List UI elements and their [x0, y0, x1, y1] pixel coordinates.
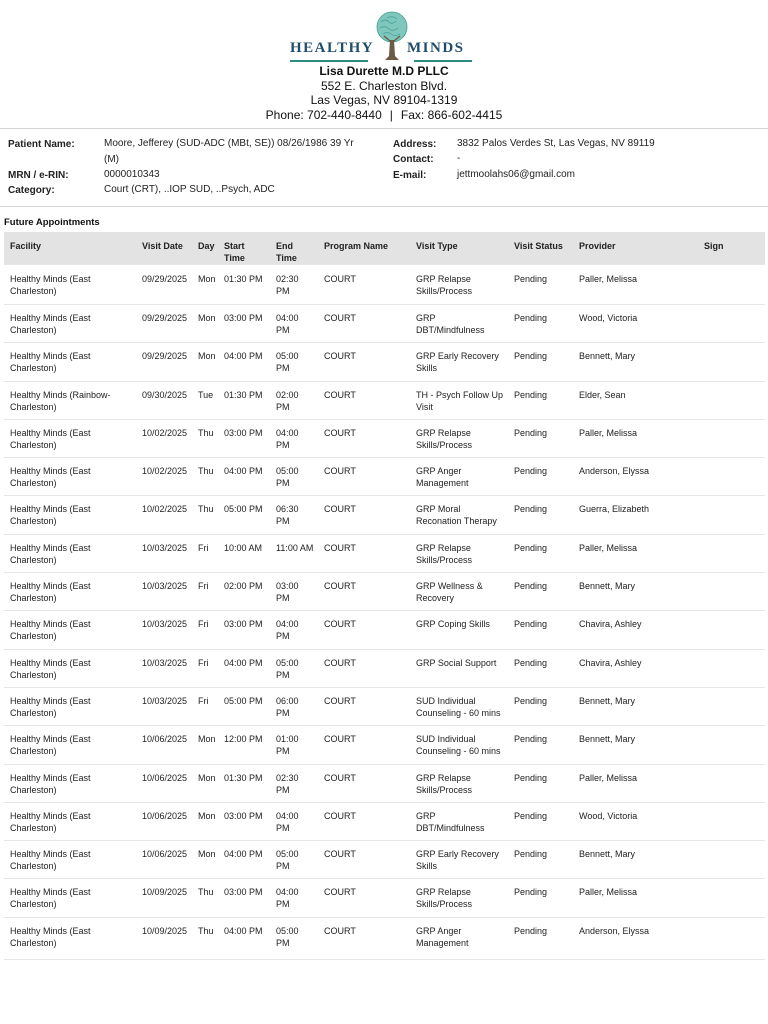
- cell-provider: Bennett, Mary: [573, 573, 698, 611]
- cell-sign: [698, 611, 765, 649]
- cell-program-name: COURT: [318, 573, 410, 611]
- address-label: Address:: [393, 139, 437, 150]
- cell-program-name: COURT: [318, 764, 410, 802]
- cell-start-time: 01:30 PM: [218, 265, 270, 305]
- cell-sign: [698, 841, 765, 879]
- cell-visit-type: SUD Individual Counseling - 60 mins: [410, 687, 508, 725]
- cell-program-name: COURT: [318, 496, 410, 534]
- cell-visit-status: Pending: [508, 534, 573, 572]
- cell-facility: Healthy Minds (East Charleston): [4, 305, 136, 343]
- cell-day: Fri: [192, 611, 218, 649]
- table-row: [4, 802, 765, 840]
- cell-provider: Elder, Sean: [573, 381, 698, 419]
- table-row: [4, 343, 765, 381]
- cell-visit-date: 10/03/2025: [136, 573, 192, 611]
- cell-day: Fri: [192, 534, 218, 572]
- table-row: [4, 496, 765, 534]
- cell-provider: Guerra, Elizabeth: [573, 496, 698, 534]
- patient-divider: [0, 206, 768, 207]
- cell-visit-type: GRP Relapse Skills/Process: [410, 764, 508, 802]
- cell-program-name: COURT: [318, 687, 410, 725]
- cell-visit-status: Pending: [508, 726, 573, 764]
- mrn-value: 0000010343: [104, 169, 160, 180]
- cell-sign: [698, 534, 765, 572]
- cell-end-time: 05:00 PM: [270, 649, 318, 687]
- cell-visit-type: SUD Individual Counseling - 60 mins: [410, 726, 508, 764]
- cell-visit-date: 09/29/2025: [136, 343, 192, 381]
- cell-visit-type: GRP Relapse Skills/Process: [410, 879, 508, 917]
- cell-day: Thu: [192, 458, 218, 496]
- cell-start-time: 04:00 PM: [218, 917, 270, 955]
- cell-sign: [698, 305, 765, 343]
- col-visit-type: Visit Type: [410, 232, 508, 265]
- cell-start-time: 04:00 PM: [218, 649, 270, 687]
- table-row: [4, 917, 765, 955]
- col-day: Day: [192, 232, 218, 265]
- cell-program-name: COURT: [318, 649, 410, 687]
- table-row: [4, 381, 765, 419]
- clinic-name: Lisa Durette M.D PLLC: [319, 64, 449, 78]
- cell-start-time: 01:30 PM: [218, 381, 270, 419]
- cell-program-name: COURT: [318, 343, 410, 381]
- contact-value: -: [457, 153, 461, 164]
- cell-visit-status: Pending: [508, 917, 573, 955]
- cell-facility: Healthy Minds (East Charleston): [4, 419, 136, 457]
- cell-visit-date: 10/03/2025: [136, 534, 192, 572]
- cell-program-name: COURT: [318, 802, 410, 840]
- cell-visit-date: 09/29/2025: [136, 265, 192, 305]
- cell-end-time: 05:00 PM: [270, 458, 318, 496]
- cell-start-time: 03:00 PM: [218, 879, 270, 917]
- clinic-fax: Fax: 866-602-4415: [400, 107, 503, 122]
- cell-visit-date: 10/06/2025: [136, 726, 192, 764]
- cell-facility: Healthy Minds (East Charleston): [4, 917, 136, 955]
- cell-end-time: 05:00 PM: [270, 841, 318, 879]
- cell-facility: Healthy Minds (East Charleston): [4, 879, 136, 917]
- table-row: [4, 764, 765, 802]
- table-row: [4, 265, 765, 305]
- logo-text-left: HEALTHY: [290, 40, 375, 56]
- logo-divider-right: [414, 60, 472, 62]
- email-value: jettmoolahs06@gmail.com: [457, 169, 575, 180]
- address-value: 3832 Palos Verdes St, Las Vegas, NV 89119: [457, 138, 655, 149]
- cell-facility: Healthy Minds (East Charleston): [4, 764, 136, 802]
- cell-start-time: 02:00 PM: [218, 573, 270, 611]
- cell-start-time: 04:00 PM: [218, 841, 270, 879]
- cell-facility: Healthy Minds (East Charleston): [4, 265, 136, 305]
- cell-provider: Paller, Melissa: [573, 534, 698, 572]
- cell-visit-date: 10/06/2025: [136, 764, 192, 802]
- cell-facility: Healthy Minds (East Charleston): [4, 726, 136, 764]
- cell-facility: Healthy Minds (East Charleston): [4, 611, 136, 649]
- cell-sign: [698, 687, 765, 725]
- cell-day: Mon: [192, 802, 218, 840]
- cell-end-time: 06:00 PM: [270, 687, 318, 725]
- table-row: [4, 841, 765, 879]
- contact-separator: |: [389, 107, 393, 122]
- category-value: Court (CRT), ..IOP SUD, ..Psych, ADC: [104, 184, 275, 195]
- cell-provider: Bennett, Mary: [573, 841, 698, 879]
- cell-provider: Chavira, Ashley: [573, 649, 698, 687]
- patient-name-sex: (M): [104, 154, 119, 165]
- cell-sign: [698, 458, 765, 496]
- cell-visit-type: GRP Early Recovery Skills: [410, 343, 508, 381]
- cell-program-name: COURT: [318, 458, 410, 496]
- col-program-name: Program Name: [318, 232, 410, 265]
- cell-provider: Bennett, Mary: [573, 726, 698, 764]
- col-sign: Sign: [698, 232, 765, 265]
- cell-facility: Healthy Minds (East Charleston): [4, 687, 136, 725]
- table-row: [4, 649, 765, 687]
- table-row: [4, 305, 765, 343]
- cell-visit-status: Pending: [508, 764, 573, 802]
- cell-visit-status: Pending: [508, 265, 573, 305]
- cell-start-time: 12:00 PM: [218, 726, 270, 764]
- cell-provider: Wood, Victoria: [573, 305, 698, 343]
- cell-program-name: COURT: [318, 726, 410, 764]
- cell-provider: Bennett, Mary: [573, 343, 698, 381]
- cell-visit-type: GRP Moral Reconation Therapy: [410, 496, 508, 534]
- cell-visit-type: GRP Relapse Skills/Process: [410, 419, 508, 457]
- cell-day: Thu: [192, 917, 218, 955]
- cell-program-name: COURT: [318, 305, 410, 343]
- cell-visit-status: Pending: [508, 573, 573, 611]
- cell-day: Mon: [192, 764, 218, 802]
- cell-visit-date: 10/03/2025: [136, 611, 192, 649]
- logo-text-right: MINDS: [407, 40, 465, 56]
- header-divider: [0, 128, 768, 129]
- table-row: [4, 458, 765, 496]
- cell-visit-status: Pending: [508, 802, 573, 840]
- cell-end-time: 03:00 PM: [270, 573, 318, 611]
- cell-start-time: 01:30 PM: [218, 764, 270, 802]
- appointments-table: [4, 232, 765, 956]
- cell-visit-date: 10/06/2025: [136, 802, 192, 840]
- cell-visit-date: 10/06/2025: [136, 841, 192, 879]
- cell-sign: [698, 917, 765, 955]
- cell-visit-status: Pending: [508, 879, 573, 917]
- cell-facility: Healthy Minds (East Charleston): [4, 841, 136, 879]
- cell-visit-date: 10/09/2025: [136, 879, 192, 917]
- cell-end-time: 01:00 PM: [270, 726, 318, 764]
- cell-provider: Anderson, Elyssa: [573, 458, 698, 496]
- cell-day: Fri: [192, 573, 218, 611]
- cell-visit-status: Pending: [508, 343, 573, 381]
- cell-visit-type: GRP DBT/Mindfulness: [410, 802, 508, 840]
- future-appointments-title: Future Appointments: [4, 217, 100, 228]
- cell-facility: Healthy Minds (Rainbow-Charleston): [4, 381, 136, 419]
- cell-facility: Healthy Minds (East Charleston): [4, 802, 136, 840]
- cell-sign: [698, 879, 765, 917]
- cell-facility: Healthy Minds (East Charleston): [4, 573, 136, 611]
- cell-start-time: 05:00 PM: [218, 687, 270, 725]
- cell-end-time: 04:00 PM: [270, 802, 318, 840]
- cell-sign: [698, 419, 765, 457]
- clinic-contact-line: [0, 108, 768, 123]
- cell-end-time: 11:00 AM: [270, 534, 318, 572]
- contact-label: Contact:: [393, 154, 434, 165]
- col-start-time: Start Time: [218, 232, 270, 265]
- table-row: [4, 611, 765, 649]
- clinic-street: 552 E. Charleston Blvd.: [320, 78, 448, 93]
- cell-end-time: 04:00 PM: [270, 419, 318, 457]
- cell-program-name: COURT: [318, 534, 410, 572]
- table-row: [4, 726, 765, 764]
- clinic-phone: Phone: 702-440-8440: [265, 107, 382, 122]
- cell-visit-type: GRP Coping Skills: [410, 611, 508, 649]
- cell-visit-type: GRP Relapse Skills/Process: [410, 534, 508, 572]
- mrn-label: MRN / e-RIN:: [8, 170, 69, 181]
- cell-provider: Paller, Melissa: [573, 265, 698, 305]
- cell-program-name: COURT: [318, 841, 410, 879]
- cell-provider: Wood, Victoria: [573, 802, 698, 840]
- cell-day: Mon: [192, 265, 218, 305]
- cell-visit-status: Pending: [508, 419, 573, 457]
- cell-day: Mon: [192, 841, 218, 879]
- logo-divider-left: [290, 60, 368, 62]
- cell-visit-status: Pending: [508, 841, 573, 879]
- cell-visit-type: TH - Psych Follow Up Visit: [410, 381, 508, 419]
- cell-visit-status: Pending: [508, 496, 573, 534]
- cell-sign: [698, 802, 765, 840]
- cell-visit-type: GRP Social Support: [410, 649, 508, 687]
- cell-visit-status: Pending: [508, 458, 573, 496]
- cell-sign: [698, 343, 765, 381]
- cell-day: Thu: [192, 496, 218, 534]
- cell-start-time: 03:00 PM: [218, 419, 270, 457]
- cell-end-time: 04:00 PM: [270, 611, 318, 649]
- cell-sign: [698, 726, 765, 764]
- cell-visit-status: Pending: [508, 611, 573, 649]
- clinic-city: Las Vegas, NV 89104-1319: [310, 93, 458, 107]
- cell-day: Mon: [192, 305, 218, 343]
- table-row: [4, 879, 765, 917]
- cell-start-time: 04:00 PM: [218, 458, 270, 496]
- cell-sign: [698, 649, 765, 687]
- category-label: Category:: [8, 185, 55, 196]
- cell-day: Fri: [192, 687, 218, 725]
- cell-facility: Healthy Minds (East Charleston): [4, 496, 136, 534]
- cell-visit-type: GRP DBT/Mindfulness: [410, 305, 508, 343]
- cell-day: Fri: [192, 649, 218, 687]
- cell-program-name: COURT: [318, 917, 410, 955]
- cell-visit-date: 10/02/2025: [136, 458, 192, 496]
- cell-visit-type: GRP Relapse Skills/Process: [410, 265, 508, 305]
- cell-sign: [698, 764, 765, 802]
- table-row: [4, 534, 765, 572]
- patient-name-label: Patient Name:: [8, 139, 75, 150]
- cell-visit-status: Pending: [508, 649, 573, 687]
- cell-visit-status: Pending: [508, 305, 573, 343]
- cell-program-name: COURT: [318, 265, 410, 305]
- cell-start-time: 03:00 PM: [218, 305, 270, 343]
- cell-program-name: COURT: [318, 381, 410, 419]
- cell-facility: Healthy Minds (East Charleston): [4, 649, 136, 687]
- email-label: E-mail:: [393, 170, 427, 181]
- cell-visit-type: GRP Wellness & Recovery: [410, 573, 508, 611]
- table-row: [4, 687, 765, 725]
- cell-start-time: 10:00 AM: [218, 534, 270, 572]
- cell-start-time: 05:00 PM: [218, 496, 270, 534]
- cell-visit-type: GRP Early Recovery Skills: [410, 841, 508, 879]
- cell-provider: Paller, Melissa: [573, 879, 698, 917]
- col-visit-status: Visit Status: [508, 232, 573, 265]
- cell-visit-date: 10/03/2025: [136, 687, 192, 725]
- cell-visit-type: GRP Anger Management: [410, 917, 508, 955]
- cell-visit-date: 10/02/2025: [136, 496, 192, 534]
- table-row: [4, 419, 765, 457]
- cell-sign: [698, 381, 765, 419]
- cell-provider: Bennett, Mary: [573, 687, 698, 725]
- cell-end-time: 02:00 PM: [270, 381, 318, 419]
- cell-sign: [698, 573, 765, 611]
- cell-end-time: 02:30 PM: [270, 265, 318, 305]
- cell-start-time: 04:00 PM: [218, 343, 270, 381]
- cell-program-name: COURT: [318, 419, 410, 457]
- cell-facility: Healthy Minds (East Charleston): [4, 343, 136, 381]
- cell-end-time: 05:00 PM: [270, 917, 318, 955]
- cell-end-time: 06:30 PM: [270, 496, 318, 534]
- appointments-body: [4, 265, 765, 956]
- col-provider: Provider: [573, 232, 698, 265]
- cell-facility: Healthy Minds (East Charleston): [4, 458, 136, 496]
- cell-sign: [698, 265, 765, 305]
- col-facility: Facility: [4, 232, 136, 265]
- table-header-row: [4, 232, 765, 265]
- cell-visit-date: 09/29/2025: [136, 305, 192, 343]
- cell-visit-status: Pending: [508, 687, 573, 725]
- cell-day: Thu: [192, 419, 218, 457]
- cell-day: Thu: [192, 879, 218, 917]
- patient-name-value: Moore, Jefferey (SUD-ADC (MBt, SE)) 08/26/1986 39 Yr: [104, 138, 354, 149]
- col-visit-date: Visit Date: [136, 232, 192, 265]
- cell-start-time: 03:00 PM: [218, 611, 270, 649]
- cell-provider: Anderson, Elyssa: [573, 917, 698, 955]
- cell-provider: Paller, Melissa: [573, 419, 698, 457]
- cell-visit-type: GRP Anger Management: [410, 458, 508, 496]
- cell-visit-date: 09/30/2025: [136, 381, 192, 419]
- clinic-address-block: [0, 64, 768, 122]
- table-bottom-rule: [4, 959, 765, 960]
- col-end-time: End Time: [270, 232, 318, 265]
- cell-end-time: 04:00 PM: [270, 879, 318, 917]
- cell-day: Tue: [192, 381, 218, 419]
- cell-visit-date: 10/02/2025: [136, 419, 192, 457]
- cell-end-time: 04:00 PM: [270, 305, 318, 343]
- cell-visit-date: 10/03/2025: [136, 649, 192, 687]
- cell-provider: Chavira, Ashley: [573, 611, 698, 649]
- cell-visit-status: Pending: [508, 381, 573, 419]
- cell-sign: [698, 496, 765, 534]
- cell-day: Mon: [192, 726, 218, 764]
- clinic-logo: [0, 6, 768, 64]
- cell-provider: Paller, Melissa: [573, 764, 698, 802]
- table-row: [4, 573, 765, 611]
- cell-visit-date: 10/09/2025: [136, 917, 192, 955]
- cell-program-name: COURT: [318, 879, 410, 917]
- cell-start-time: 03:00 PM: [218, 802, 270, 840]
- cell-end-time: 05:00 PM: [270, 343, 318, 381]
- cell-program-name: COURT: [318, 611, 410, 649]
- cell-day: Mon: [192, 343, 218, 381]
- cell-end-time: 02:30 PM: [270, 764, 318, 802]
- cell-facility: Healthy Minds (East Charleston): [4, 534, 136, 572]
